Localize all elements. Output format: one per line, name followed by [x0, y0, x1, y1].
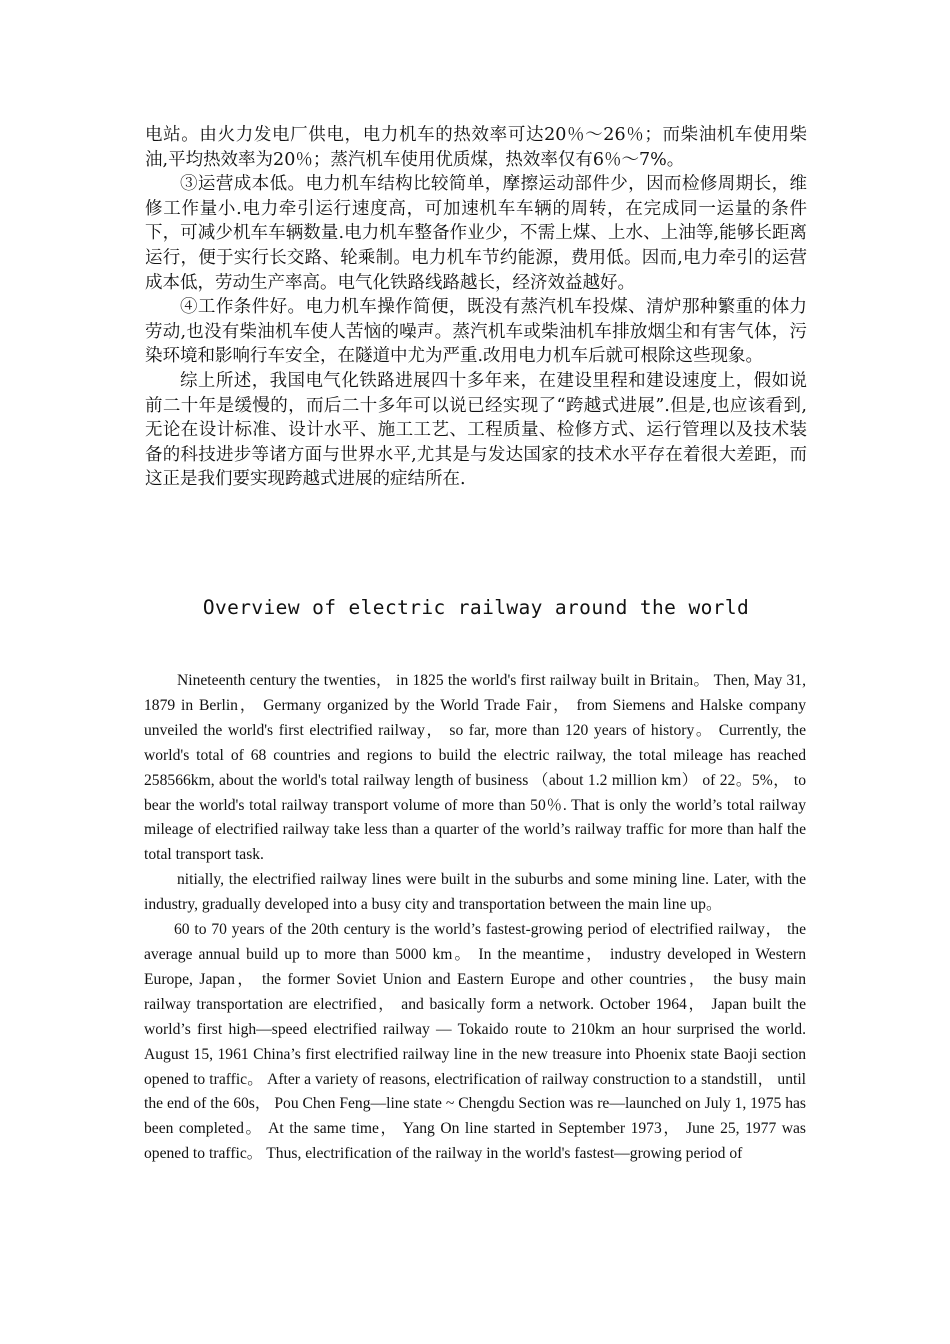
chinese-paragraph: ③运营成本低。电力机车结构比较简单，摩擦运动部件少，因而检修周期长，维修工作量小.电力牵引运行速度高，可加速机车车辆的周转，在完成同一运量的条件下，可减少机车车辆数量.电力机车整备作业少，不需上煤、上水、上油等,能够长距离运行，便于实行长交路、轮乘制。电力机车节约能源，费用低。因而,电力牵引的运营成本低，劳动生产率高。电气化铁路线路越长，经济效益越好。: [145, 174, 807, 293]
english-text-section: [144, 669, 806, 1167]
chinese-text-section: [145, 123, 807, 492]
chinese-paragraph: ④工作条件好。电力机车操作简便，既没有蒸汽机车投煤、清炉那种繁重的体力劳动,也没有柴油机车使人苦恼的噪声。蒸汽机车或柴油机车排放烟尘和有害气体，污染环境和影响行车安全，在隧道中尤为严重.改用电力机车后就可根除这些现象。: [145, 297, 807, 367]
english-paragraph: 60 to 70 years of the 20th century is the world’s fastest-growing period of electrified railway， the average annual build up to more than 5000 km。 In the meantime， industry developed in Western Europe, Japan， the former Soviet Union and Eastern Europe and other countries， the busy main railway transportation are electrified， and basically form a network. October 1964， Japan built the world’s first high—speed electrified railway — Tokaido route to 210km an hour surprised the world. August 15, 1961 China’s first electrified railway line in the new treasure into Phoenix state Baoji section opened to traffic。 After a variety of reasons, electrification of railway construction to a standstill， until the end of the 60s， Pou Chen Feng—line state ~ Chengdu Section was re—launched on July 1, 1975 has been completed。 At the same time， Yang On line started in September 1973， June 25, 1977 was opened to traffic。 Thus, electrification of the railway in the world's fastest—growing period of: [144, 921, 806, 1163]
english-paragraph: Nineteenth century the twenties， in 1825 the world's first railway built in Britain。 Then, May 31, 1879 in Berlin， Germany organized by the World Trade Fair， from Siemens and Halske company unveiled the world's first electrified railway， so far, more than 120 years of history。 Currently, the world's total of 68 countries and regions to build the electric railway, the total mileage has reached 258566km, about the world's total railway length of business （about 1.2 million km） of 22。5%， to bear the world's total railway transport volume of more than 50％. That is only the world’s total railway mileage of electrified railway take less than a quarter of the world’s railway traffic for more than half the total transport task.: [144, 672, 806, 864]
section-title: Overview of electric railway around the world: [202, 596, 750, 619]
chinese-paragraph: 综上所述，我国电气化铁路进展四十多年来，在建设里程和建设速度上，假如说前二十年是缓慢的，而后二十多年可以说已经实现了“跨越式进展”.但是,也应该看到,无论在设计标准、设计水平、施工工艺、工程质量、检修方式、运行管理以及技术装备的科技进步等诸方面与世界水平,尤其是与发达国家的技术水平存在着很大差距，而这正是我们要实现跨越式进展的症结所在.: [145, 370, 807, 490]
chinese-paragraph: 电站。由火力发电厂供电，电力机车的热效率可达20％～26％；而柴油机车使用柴油,平均热效率为20％；蒸汽机车使用优质煤，热效率仅有6％～7%。: [145, 125, 807, 170]
english-paragraph: nitially, the electrified railway lines were built in the suburbs and some mining line. Later, with the industry, gradually developed into a busy city and transportation between the main line up。: [144, 871, 806, 914]
